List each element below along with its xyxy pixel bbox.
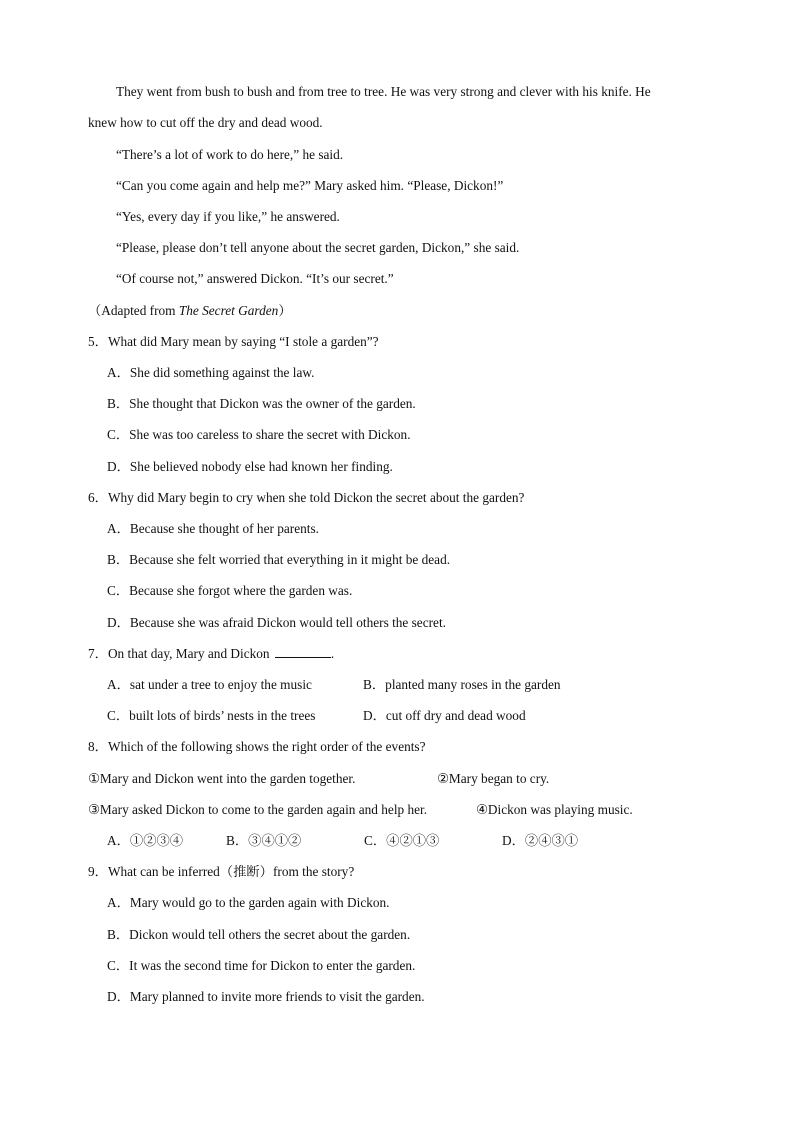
answer-option: A．①②③④: [107, 833, 184, 848]
answer-option: B．Because she felt worried that everything in it might be dead.: [107, 552, 451, 567]
source-suffix: ）: [278, 303, 292, 318]
answer-option: A．Mary would go to the garden again with Dickon.: [107, 895, 390, 910]
answer-option: A．She did something against the law.: [107, 365, 315, 380]
answer-option: A．Because she thought of her parents.: [107, 521, 319, 536]
source-prefix: （Adapted from: [88, 303, 179, 318]
question-stem-end: .: [330, 646, 335, 661]
answer-option: D．She believed nobody else had known her finding.: [107, 459, 393, 474]
answer-option: D．Mary planned to invite more friends to visit the garden.: [107, 989, 425, 1004]
answer-blank: [275, 646, 331, 658]
event-item: ③Mary asked Dickon to come to the garden again and help her.: [88, 802, 428, 817]
answer-option: C．④②①③: [364, 833, 440, 848]
event-item: ①Mary and Dickon went into the garden together.: [88, 771, 356, 786]
answer-option: B．She thought that Dickon was the owner of the garden.: [107, 396, 416, 411]
passage-line: They went from bush to bush and from tree to tree. He was very strong and clever with his knife. He: [116, 84, 651, 99]
source-title: The Secret Garden: [178, 303, 279, 318]
answer-option: A．sat under a tree to enjoy the music: [107, 677, 312, 692]
event-item: ②Mary began to cry.: [437, 771, 550, 786]
passage-line: knew how to cut off the dry and dead wood.: [88, 115, 323, 130]
passage-line: “There’s a lot of work to do here,” he said.: [116, 147, 344, 162]
passage-line: “Can you come again and help me?” Mary asked him. “Please, Dickon!”: [116, 178, 504, 193]
question-stem: 9．What can be inferred（推断）from the story?: [88, 864, 355, 879]
answer-option: D．cut off dry and dead wood: [363, 708, 526, 723]
question-stem: 6．Why did Mary begin to cry when she told Dickon the secret about the garden?: [88, 490, 525, 505]
answer-option: B．③④①②: [226, 833, 302, 848]
passage-source: [88, 303, 292, 319]
question-stem: 5．What did Mary mean by saying “I stole a garden”?: [88, 334, 379, 349]
passage-line: “Please, please don’t tell anyone about the secret garden, Dickon,” she said.: [116, 240, 520, 255]
answer-option: C．Because she forgot where the garden was.: [107, 583, 353, 598]
answer-option: C．She was too careless to share the secret with Dickon.: [107, 427, 411, 442]
answer-option: C．built lots of birds’ nests in the trees: [107, 708, 316, 723]
answer-option: D．Because she was afraid Dickon would tell others the secret.: [107, 615, 446, 630]
passage-line: “Of course not,” answered Dickon. “It’s our secret.”: [116, 271, 394, 286]
answer-option: B．planted many roses in the garden: [363, 677, 561, 692]
question-stem: [88, 646, 334, 662]
answer-option: B．Dickon would tell others the secret about the garden.: [107, 927, 411, 942]
answer-option: D．②④③①: [502, 833, 579, 848]
question-stem: 8．Which of the following shows the right order of the events?: [88, 739, 426, 754]
question-stem-text: 7．On that day, Mary and Dickon: [88, 646, 270, 661]
passage-line: “Yes, every day if you like,” he answered.: [116, 209, 340, 224]
answer-option: C．It was the second time for Dickon to enter the garden.: [107, 958, 416, 973]
event-item: ④Dickon was playing music.: [476, 802, 633, 817]
